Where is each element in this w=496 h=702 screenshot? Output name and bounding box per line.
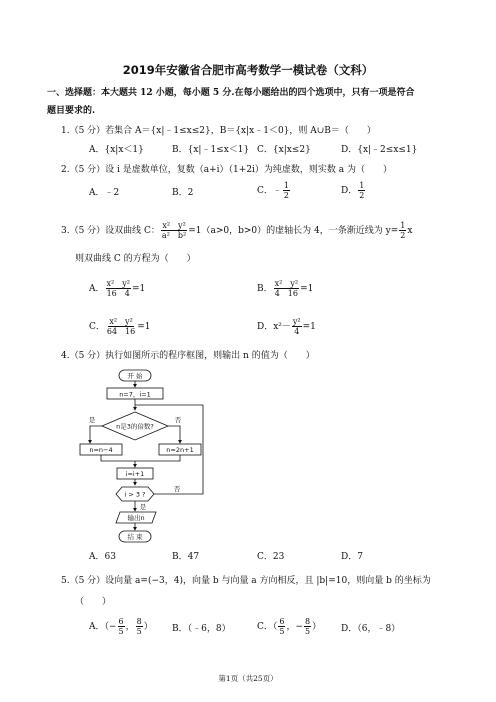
- q3-option-b: B． $\frac{\text{x² y²}}{4 16}$ =1: [257, 279, 314, 298]
- q2-stem: 2.（5 分）设 i 是虚数单位，复数（a+i）（1+2i）为纯虚数，则实数 a 为（ ）: [61, 165, 393, 175]
- flow-no-label: 否: [174, 416, 182, 424]
- q5-stem: 5.（5 分）设向量 a=(−3，4)，向量 b 与向量 a 方向相反，且 |b|=10，则向量 b 的坐标为: [61, 576, 431, 586]
- q5-option-a: A．（− $\frac{6}{5}$ ， $\frac{8}{5}$ ）: [89, 617, 153, 636]
- q1-stem: 1.（5 分）若集合 A＝{x|﹣1≤x≤2}，B＝{x|x﹣1＜0}，则 A∪B＝（ ）: [61, 126, 376, 136]
- q3-stem: 3.（5 分）设双曲线 C： $\frac{\text{x² y²}}{\text{a² b²}}$ =1（a>0，b>0）的虚轴长为 4，一条渐近线为 y= $\frac{1}{2}$ x: [61, 221, 413, 240]
- q1-option-c: C．{x|x≤2}: [257, 145, 311, 155]
- document-title: 2019年安徽省合肥市高考数学一模试卷（文科）: [122, 63, 374, 77]
- flow-incr-label: i=i+1: [125, 470, 145, 478]
- section-heading-line1: 一、选择题：本大题共 12 小题，每小题 5 分.在每小题给出的四个选项中，只有一项是符合: [47, 88, 415, 98]
- q3-option-a: A． $\frac{\text{x² y²}}{16 4}$ =1: [89, 279, 146, 298]
- q5-option-d: D．（6，﹣8）: [341, 624, 401, 634]
- q1-option-a: A．{x|x＜1}: [89, 145, 144, 155]
- q3-option-c: C． $\frac{\text{x² y²}}{64 16}$ =1: [89, 317, 151, 336]
- flow-out-yes-label: 是: [139, 503, 147, 511]
- q4-stem: 4.（5 分）执行如图所示的程序框图，则输出 n 的值为（ ）: [61, 351, 315, 361]
- q4-option-a: A．63: [89, 552, 116, 562]
- section-heading-line2: 题目要求的.: [47, 106, 96, 116]
- q4-option-c: C．23: [257, 552, 285, 562]
- q5-option-c: C．（ $\frac{6}{5}$ ，− $\frac{8}{5}$ ）: [257, 617, 322, 636]
- q1-option-d: D．{x|﹣2≤x≤1}: [341, 145, 418, 155]
- q3-stem-line2: 则双曲线 C 的方程为（ ）: [75, 254, 196, 264]
- flow-cond2-label: i > 3 ?: [124, 490, 146, 499]
- flow-left-op-label: n=n−4: [89, 446, 113, 454]
- flow-loop-no-label: 否: [173, 485, 181, 493]
- flow-end-label: 结 束: [127, 533, 143, 541]
- q1-option-b: B．{x|﹣1≤x＜1}: [172, 145, 250, 155]
- q2-option-b: B．2: [172, 188, 194, 198]
- flowchart: [78, 368, 210, 548]
- q5-paren: （ ）: [75, 597, 112, 607]
- flow-init-label: n=7，i=1: [119, 390, 151, 399]
- flow-yes-label: 是: [88, 416, 96, 424]
- flow-right-op-label: n=2n+1: [166, 446, 194, 454]
- q2-option-c: C．﹣ $\frac{1}{2}$: [257, 181, 289, 200]
- flow-start-label: 开 始: [127, 372, 143, 380]
- q3-option-d: D．x²－ $\frac{\text{y²}}{4}$ =1: [257, 317, 316, 336]
- q4-option-b: B．47: [172, 552, 200, 562]
- q2-option-d: D． $\frac{1}{2}$: [341, 181, 365, 200]
- q2-option-a: A．﹣2: [89, 188, 120, 198]
- q4-option-d: D．7: [341, 552, 363, 562]
- page-footer: 第1页（共25页）: [218, 674, 278, 683]
- flow-cond1-label: n是3的倍数?: [116, 422, 154, 431]
- q5-option-b: B．（﹣6，8）: [172, 624, 231, 634]
- flow-output-label: 输出n: [127, 514, 145, 522]
